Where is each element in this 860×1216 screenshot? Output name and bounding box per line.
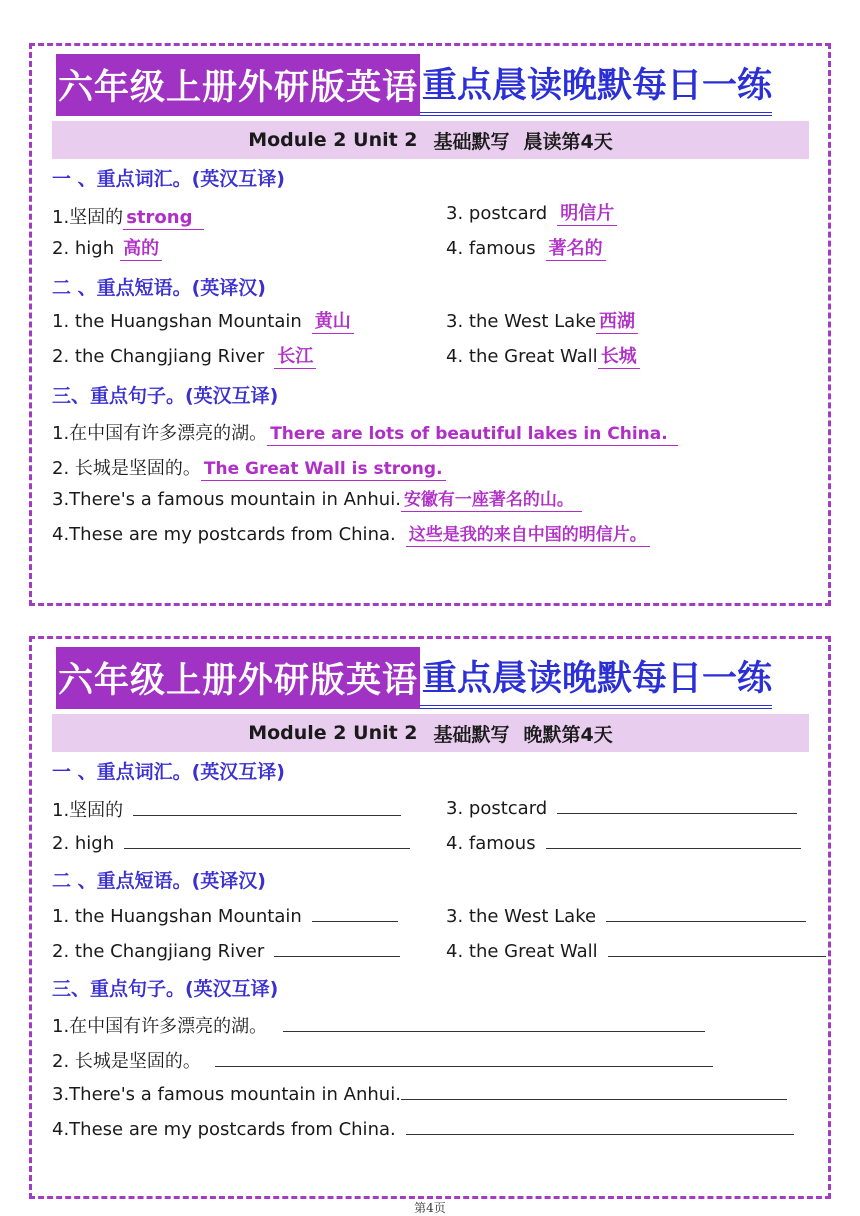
phrase-question: 2. the Changjiang River — [52, 346, 265, 367]
answer-blank[interactable] — [546, 831, 801, 849]
vocab-item — [52, 238, 162, 261]
phrase-item — [52, 904, 398, 927]
phrase-item — [52, 346, 316, 369]
vocab-item — [446, 796, 797, 819]
subtitle-module: Module 2 Unit 2 — [248, 722, 418, 744]
title-practice-label: 重点晨读晚默每日一练 — [420, 647, 772, 709]
page-number: 第4页 — [414, 1201, 446, 1215]
vocab-item — [446, 203, 617, 226]
phrase-answer: 长江 — [274, 346, 316, 369]
subtitle-bar — [52, 121, 809, 159]
phrase-answer: 西湖 — [596, 311, 638, 334]
sentence-question: 3.There's a famous mountain in Anhui. — [52, 1084, 401, 1105]
subtitle-day: 晨读第4天 — [523, 130, 613, 153]
worksheet-title — [56, 54, 772, 116]
vocab-item — [52, 203, 204, 230]
sentence-answer: The Great Wall is strong. — [201, 458, 446, 481]
vocab-question: 3. postcard — [446, 798, 548, 819]
sentence-question: 2. 长城是坚固的。 — [52, 1051, 201, 1072]
answer-blank[interactable] — [406, 1117, 794, 1135]
subtitle-module: Module 2 Unit 2 — [248, 129, 418, 151]
section-phrase-heading: 二 、重点短语。(英译汉) — [52, 277, 266, 299]
answer-blank[interactable] — [401, 1082, 787, 1100]
answer-blank[interactable] — [608, 939, 826, 957]
phrase-question: 1. the Huangshan Mountain — [52, 311, 302, 332]
phrase-question: 4. the Great Wall — [446, 941, 598, 962]
phrase-question: 3. the West Lake — [446, 311, 597, 332]
title-grade-label: 六年级上册外研版英语 — [56, 647, 420, 709]
sentence-question: 4.These are my postcards from China. — [52, 524, 396, 545]
phrase-question: 4. the Great Wall — [446, 346, 598, 367]
sentence-item — [52, 1012, 705, 1038]
phrase-item — [446, 939, 826, 962]
answer-blank[interactable] — [312, 904, 398, 922]
phrase-item — [446, 311, 638, 334]
sentence-answer: There are lots of beautiful lakes in China. — [267, 423, 678, 446]
phrase-item — [446, 346, 640, 369]
phrase-answer: 黄山 — [312, 311, 354, 334]
sentence-answer: 这些是我的来自中国的明信片。 — [406, 524, 650, 547]
phrase-question: 3. the West Lake — [446, 906, 597, 927]
answer-blank[interactable] — [606, 904, 806, 922]
sentence-item — [52, 489, 582, 512]
answer-blank[interactable] — [274, 939, 400, 957]
evening-worksheet-card — [29, 636, 831, 1199]
phrase-item — [52, 311, 354, 334]
sentence-question: 3.There's a famous mountain in Anhui. — [52, 489, 401, 510]
vocab-answer: 著名的 — [546, 238, 606, 261]
phrase-answer: 长城 — [598, 346, 640, 369]
phrase-item — [52, 939, 400, 962]
phrase-item — [446, 904, 806, 927]
sentence-question: 1.在中国有许多漂亮的湖。 — [52, 1016, 268, 1037]
phrase-question: 2. the Changjiang River — [52, 941, 265, 962]
vocab-question: 1.坚固的 — [52, 800, 124, 821]
vocab-answer: 明信片 — [557, 203, 617, 226]
sentence-item — [52, 419, 678, 446]
vocab-answer: strong — [123, 207, 204, 230]
vocab-question: 1.坚固的 — [52, 207, 124, 228]
section-phrase-heading: 二 、重点短语。(英译汉) — [52, 870, 266, 892]
answer-blank[interactable] — [215, 1049, 713, 1067]
subtitle-kind: 基础默写 — [433, 130, 510, 153]
sentence-answer: 安徽有一座著名的山。 — [401, 489, 582, 512]
answer-blank[interactable] — [133, 798, 401, 816]
phrase-question: 1. the Huangshan Mountain — [52, 906, 302, 927]
sentence-question: 2. 长城是坚固的。 — [52, 458, 201, 479]
morning-worksheet-card — [29, 43, 831, 606]
answer-blank[interactable] — [283, 1014, 705, 1032]
section-sentence-heading: 三、重点句子。(英汉互译) — [52, 978, 279, 1000]
sentence-item — [52, 1082, 787, 1105]
sentence-item — [52, 454, 446, 481]
sentence-item — [52, 1117, 794, 1140]
section-vocab-heading: 一 、重点词汇。(英汉互译) — [52, 761, 285, 783]
sentence-item — [52, 524, 650, 547]
title-practice-label: 重点晨读晚默每日一练 — [420, 54, 772, 116]
vocab-item — [446, 831, 801, 854]
section-sentence-heading: 三、重点句子。(英汉互译) — [52, 385, 279, 407]
vocab-question: 2. high — [52, 833, 115, 854]
section-vocab-heading: 一 、重点词汇。(英汉互译) — [52, 168, 285, 190]
vocab-question: 2. high — [52, 238, 115, 259]
vocab-question: 4. famous — [446, 238, 536, 259]
answer-blank[interactable] — [557, 796, 797, 814]
vocab-answer: 高的 — [120, 238, 162, 261]
sentence-question: 1.在中国有许多漂亮的湖。 — [52, 423, 268, 444]
vocab-question: 4. famous — [446, 833, 536, 854]
vocab-item — [52, 796, 401, 822]
sentence-question: 4.These are my postcards from China. — [52, 1119, 396, 1140]
vocab-item — [446, 238, 606, 261]
subtitle-kind: 基础默写 — [433, 723, 510, 746]
subtitle-bar — [52, 714, 809, 752]
vocab-question: 3. postcard — [446, 203, 548, 224]
answer-blank[interactable] — [124, 831, 410, 849]
vocab-item — [52, 831, 410, 854]
sentence-item — [52, 1047, 713, 1073]
worksheet-title — [56, 647, 772, 709]
subtitle-day: 晚默第4天 — [523, 723, 613, 746]
title-grade-label: 六年级上册外研版英语 — [56, 54, 420, 116]
